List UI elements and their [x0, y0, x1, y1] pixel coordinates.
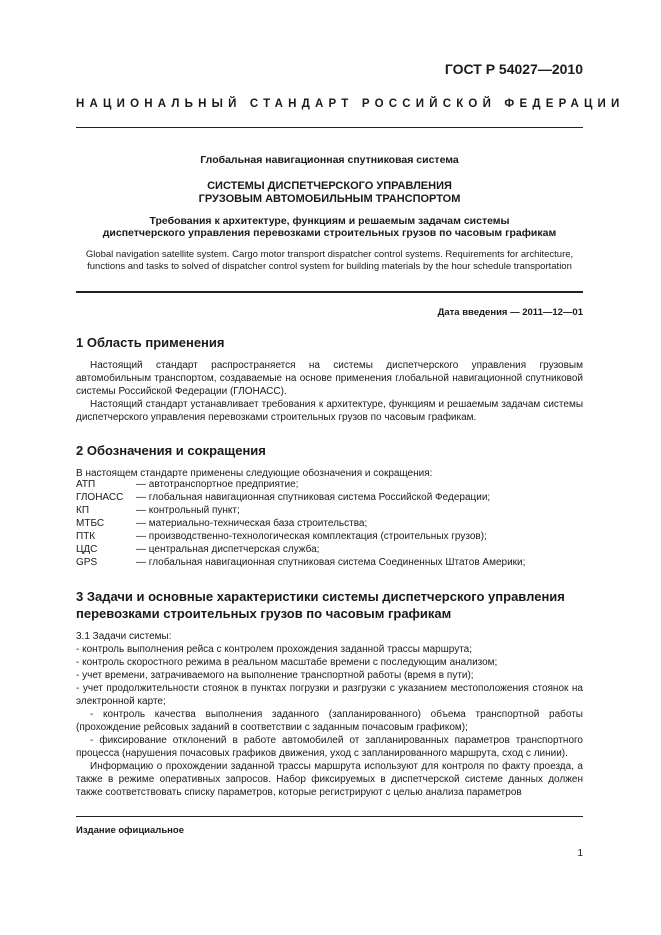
official-edition-label: Издание официальное: [76, 825, 184, 836]
abbreviation-row: [76, 505, 591, 519]
section-1-paragraph: Настоящий стандарт распространяется на системы диспетчерского управления грузовым автомобильным транспортом, создаваемые на основе применения глобальной навигационной спутниковой системы Российской Федерации (ГЛОНАСС).: [76, 360, 583, 397]
requirements-line: диспетчерского управления перевозками строительных грузов по часовым графикам: [102, 227, 557, 239]
task-item: - контроль выполнения рейса с контролем прохождения заданной трассы маршрута;: [76, 644, 473, 655]
section-3-heading-line: 3 Задачи и основные характеристики системы диспетчерского управления: [76, 589, 565, 604]
requirements-line: Требования к архитектуре, функциям и решаемым задачам системы: [149, 215, 510, 227]
document-title: [76, 180, 583, 206]
abbreviation-definition: — центральная диспетчерская служба;: [136, 544, 320, 555]
footer-divider: [76, 816, 583, 817]
english-title: [76, 249, 583, 273]
title-line: ГРУЗОВЫМ АВТОМОБИЛЬНЫМ ТРАНСПОРТОМ: [198, 193, 461, 205]
task-item: - учет времени, затрачиваемого на выполнение транспортной работы (время в пути);: [76, 670, 474, 681]
english-title-line: functions and tasks to solved of dispatcher control system for building materials by the hour schedule transportation: [87, 261, 572, 272]
title-divider: [76, 291, 583, 293]
abbreviation-definition: — контрольный пункт;: [136, 505, 240, 516]
task-item: - фиксирование отклонений в работе автомобилей от запланированных параметров транспортного процесса (нарушения почасовых графиков движения, уход с запланированного маршрута, сход с линии).: [76, 735, 583, 759]
section-2-intro: В настоящем стандарте применены следующие обозначения и сокращения:: [76, 468, 433, 479]
title-line: СИСТЕМЫ ДИСПЕТЧЕРСКОГО УПРАВЛЕНИЯ: [207, 180, 452, 192]
abbreviation-row: [76, 531, 591, 545]
abbreviation-definition: — производственно-технологическая комплектация (строительных грузов);: [136, 531, 487, 542]
section-1-heading: 1 Область применения: [76, 335, 225, 350]
abbreviation: КП: [76, 505, 90, 516]
abbreviation: ГЛОНАСС: [76, 492, 124, 503]
abbreviation-row: [76, 479, 591, 493]
requirements-title: [76, 215, 583, 239]
standard-code: ГОСТ Р 54027—2010: [444, 61, 583, 77]
abbreviation-row: [76, 557, 591, 571]
abbreviation: АТП: [76, 479, 96, 490]
section-2-heading: 2 Обозначения и сокращения: [76, 443, 266, 458]
section-3-heading-line: перевозками строительных грузов по часовым графикам: [76, 606, 452, 621]
abbreviation-definition: — глобальная навигационная спутниковая система Соединенных Штатов Америки;: [136, 557, 526, 568]
national-standard-banner: НАЦИОНАЛЬНЫЙ СТАНДАРТ РОССИЙСКОЙ ФЕДЕРАЦИИ: [76, 98, 625, 110]
abbreviation: МТБС: [76, 518, 105, 529]
section-3-closing-paragraph: Информацию о прохождении заданной трассы маршрута используют для контроля по факту проезда, а также в режиме оперативных запросов. Набор фиксируемых в диспетчерской системе данных должен также соответствовать списку параметров, которые регистрируют с целью анализа параметров: [76, 761, 583, 798]
top-divider: [76, 127, 583, 128]
abbreviation-definition: — автотранспортное предприятие;: [136, 479, 299, 490]
section-3-lead: 3.1 Задачи системы:: [76, 631, 172, 642]
page-number: 1: [577, 848, 583, 859]
abbreviation: ПТК: [76, 531, 96, 542]
section-1-paragraph: Настоящий стандарт устанавливает требования к архитектуре, функциям и решаемым задачам системы диспетчерского управления перевозками строительных грузов по часовым графикам.: [76, 399, 583, 423]
abbreviation: GPS: [76, 557, 98, 568]
task-item: - контроль качества выполнения заданного (запланированного) объема транспортной работы (прохождение рейсовых заданий в соответствии с заданным почасовым графиком);: [76, 709, 583, 733]
english-title-line: Global navigation satellite system. Cargo motor transport dispatcher control systems. Requirements for architecture,: [85, 249, 574, 260]
task-item: - учет продолжительности стоянок в пунктах погрузки и разгрузки с указанием местоположения стоянок на электронной карте;: [76, 683, 583, 707]
section-3-heading: [76, 588, 591, 622]
abbreviation-definition: — материально-техническая база строительства;: [136, 518, 368, 529]
abbreviation-definition: — глобальная навигационная спутниковая система Российской Федерации;: [136, 492, 491, 503]
subtitle: Глобальная навигационная спутниковая система: [200, 154, 459, 166]
abbreviation-row: [76, 492, 591, 506]
task-item: - контроль скоростного режима в реальном масштабе времени с последующим анализом;: [76, 657, 498, 668]
abbreviation: ЦДС: [76, 544, 98, 555]
abbreviation-row: [76, 518, 591, 532]
introduction-date: Дата введения — 2011—12—01: [437, 307, 583, 318]
abbreviation-row: [76, 544, 591, 558]
